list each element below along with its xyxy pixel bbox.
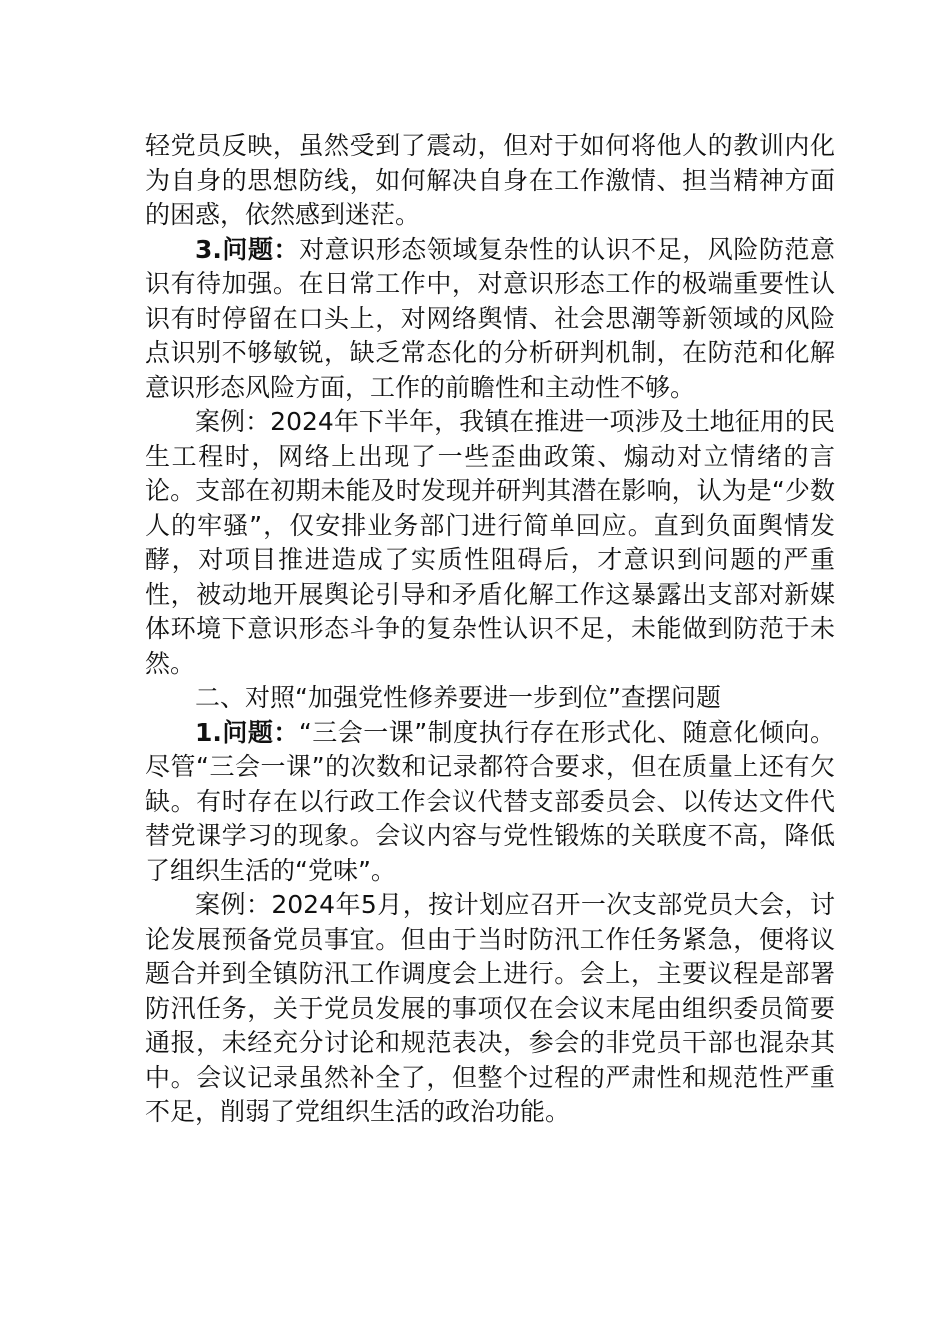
- problem-1-text: “三会一课”制度执行存在形式化、随意化倾向。尽管“三会一课”的次数和记录都符合要求，但在质量上还有欠缺。有时存在以行政工作会议代替支部委员会、以传达文件代替党课学习的现象。会议内容与党性锻炼的关联度不高，降低了组织生活的“党味”。: [145, 717, 835, 885]
- problem-3-label: 3.问题：: [195, 234, 300, 264]
- problem-3-text: 对意识形态领域复杂性的认识不足，风险防范意识有待加强。在日常工作中，对意识形态工作的极端重要性认识有时停留在口头上，对网络舆情、社会思潮等新领域的风险点识别不够敏锐，缺乏常态化的分析研判机制，在防范和化解意识形态风险方面，工作的前瞻性和主动性不够。: [145, 234, 835, 402]
- section-heading-2: 二、对照“加强党性修养要进一步到位”查摆问题: [195, 683, 721, 712]
- paragraph-problem-3: [145, 233, 835, 406]
- paragraph-continuation: 轻党员反映，虽然受到了震动，但对于如何将他人的教训内化为自身的思想防线，如何解决自身在工作激情、担当精神方面的困惑，依然感到迷茫。: [145, 131, 835, 229]
- document-body: [145, 129, 835, 1130]
- paragraph-problem-1: [145, 716, 835, 889]
- paragraph-case-2: 案例：2024年5月，按计划应召开一次支部党员大会，讨论发展预备党员事宜。但由于当时防汛工作任务紧急，便将议题合并到全镇防汛工作调度会上进行。会上，主要议程是部署防汛任务，关于党员发展的事项仅在会议末尾由组织委员简要通报，未经充分讨论和规范表决，参会的非党员干部也混杂其中。会议记录虽然补全了，但整个过程的严肃性和规范性严重不足，削弱了党组织生活的政治功能。: [145, 890, 835, 1126]
- paragraph-case-1: 案例：2024年下半年，我镇在推进一项涉及土地征用的民生工程时，网络上出现了一些歪曲政策、煽动对立情绪的言论。支部在初期未能及时发现并研判其潜在影响，认为是“少数人的牢骚”，仅安排业务部门进行简单回应。直到负面舆情发酵，对项目推进造成了实质性阻碍后，才意识到问题的严重性，被动地开展舆论引导和矛盾化解工作这暴露出支部对新媒体环境下意识形态斗争的复杂性认识不足，未能做到防范于未然。: [145, 407, 835, 678]
- problem-1-label: 1.问题：: [195, 717, 299, 747]
